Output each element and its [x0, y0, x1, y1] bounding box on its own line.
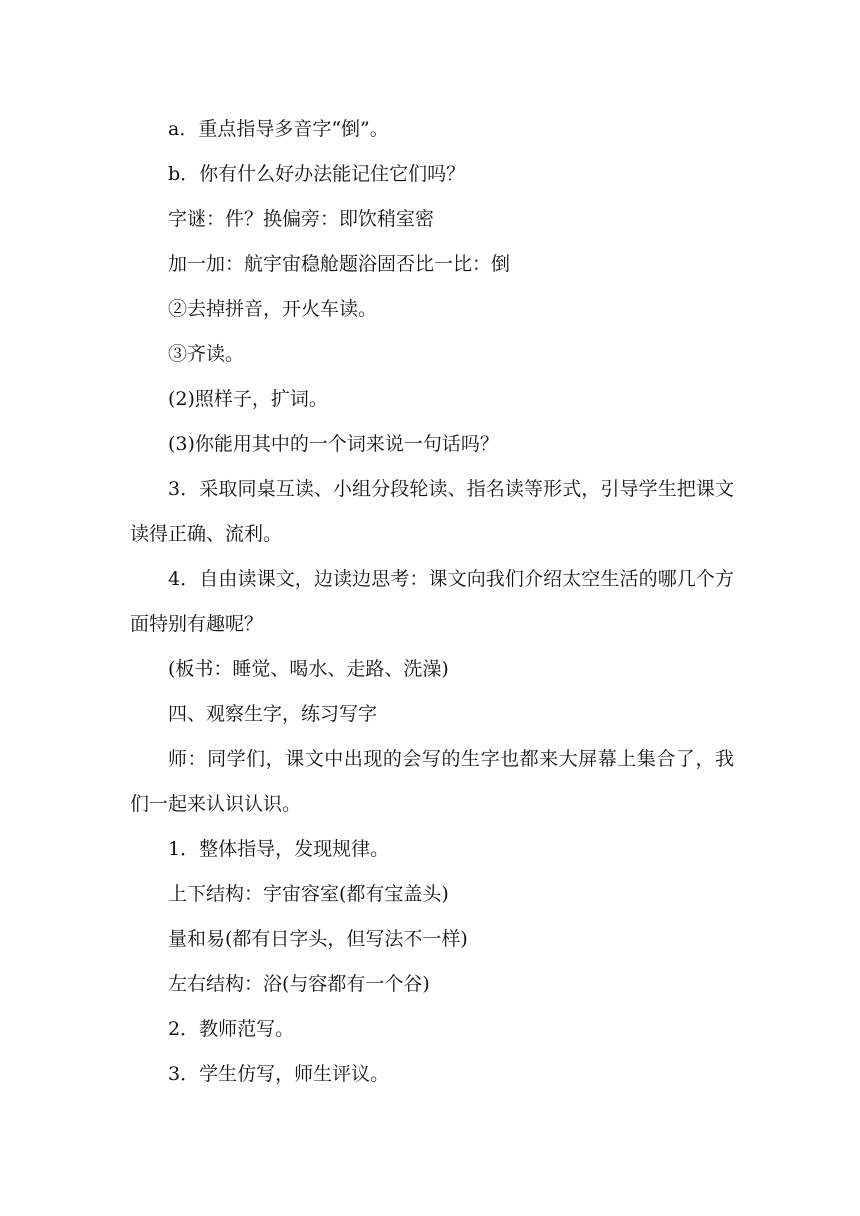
paragraph-expand-words: (2)照样子，扩词。 — [168, 388, 328, 410]
paragraph-board-writing: (板书：睡觉、喝水、走路、洗澡) — [168, 658, 449, 680]
paragraph-step-2: ②去掉拼音，开火车读。 — [168, 298, 378, 320]
paragraph-note-a: a．重点指导多音字“倒”。 — [168, 118, 389, 140]
paragraph-note-b: b．你有什么好办法能记住它们吗？ — [168, 163, 466, 185]
paragraph-overall-guidance: 1．整体指导，发现规律。 — [168, 838, 390, 860]
paragraph-student-practice: 3．学生仿写，师生评议。 — [168, 1063, 390, 1085]
paragraph-make-sentence: (3)你能用其中的一个词来说一句话吗？ — [168, 433, 499, 455]
paragraph-teacher-intro: 师：同学们，课文中出现的会写的生字也都来大屏幕上集合了，我们一起来认识认识。 — [130, 748, 734, 815]
paragraph-step-3: ③齐读。 — [168, 343, 245, 365]
section-heading: 四、观察生字，练习写字 — [168, 703, 378, 725]
paragraph-teacher-demo: 2．教师范写。 — [168, 1018, 295, 1040]
paragraph-reading-forms: 3．采取同桌互读、小组分段轮读、指名读等形式，引导学生把课文读得正确、流利。 — [130, 478, 734, 545]
paragraph-top-bottom-structure: 上下结构：宇宙容室(都有宝盖头) — [168, 883, 449, 905]
paragraph-sun-radical: 量和易(都有日字头，但写法不一样) — [168, 928, 468, 950]
paragraph-riddle: 字谜：件？换偏旁：即饮稍室密 — [168, 208, 435, 230]
paragraph-add-compare: 加一加：航宇宙稳舱题浴固否比一比：倒 — [168, 253, 511, 275]
paragraph-free-reading: 4．自由读课文，边读边思考：课文向我们介绍太空生活的哪几个方面特别有趣呢？ — [130, 568, 734, 635]
paragraph-left-right-structure: 左右结构：浴(与容都有一个谷) — [168, 973, 430, 995]
document-body — [130, 107, 734, 1097]
